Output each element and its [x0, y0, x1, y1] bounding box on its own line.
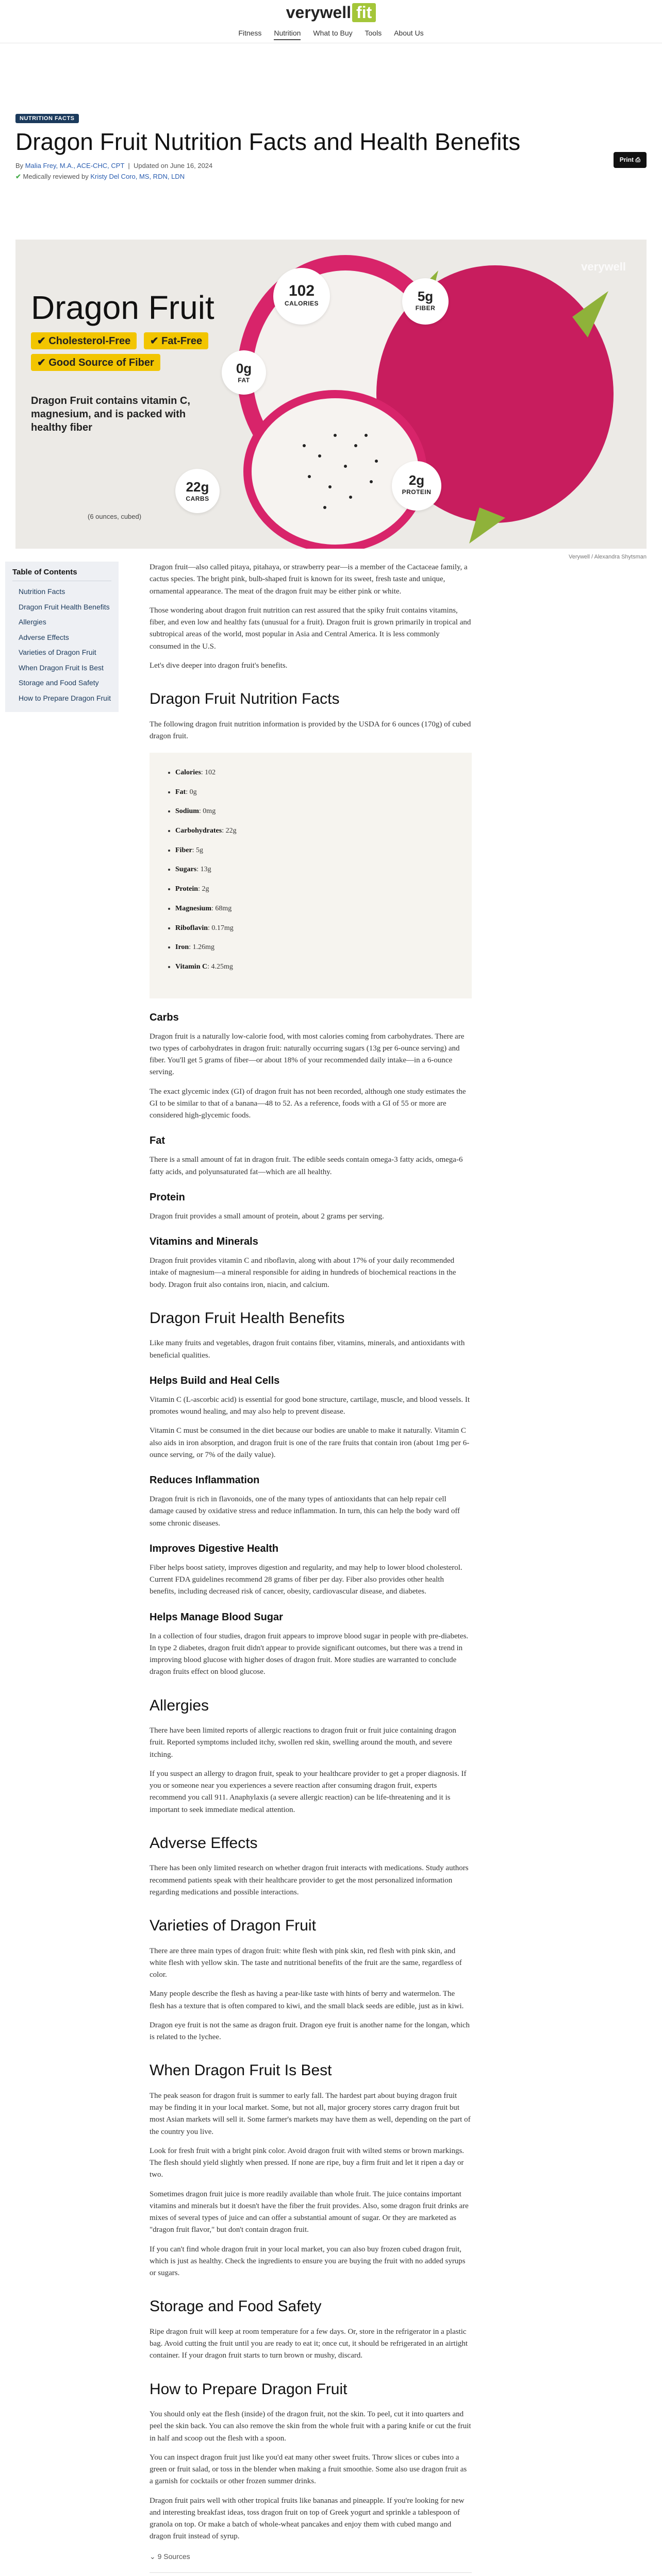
image-credit: Verywell / Alexandra Shytsman [568, 554, 647, 560]
fact-value: : 2g [198, 885, 209, 893]
pill-row-1 [31, 332, 212, 349]
fact-value: : 4.25mg [207, 962, 233, 971]
paragraph: Many people describe the flesh as having a pear-like taste with hints of berry and watermelon. The flesh has a texture that is often compared to kiwi, and the small black seeds are edible, just as in kiwi. [150, 1990, 464, 2010]
subheading-cells: Helps Build and Heal Cells [150, 1375, 280, 1386]
fact-label: Carbohydrates [175, 827, 222, 835]
nav-what-to-buy[interactable]: What to Buy [313, 29, 353, 37]
fact-label: Vitamin C [175, 962, 208, 971]
stat-value: 2g [408, 472, 425, 488]
fact-value: : 13g [196, 866, 211, 874]
paragraph: There has been only limited research on whether dragon fruit interacts with medications. Study authors recommend patients speak with their healthcare provider to get the most personalized information regarding medications and possible interactions. [150, 1864, 469, 1896]
fact-label: Sodium [175, 807, 199, 816]
toc-item-prepare[interactable]: How to Prepare Dragon Fruit [19, 693, 111, 702]
nav-about-us[interactable]: About Us [394, 29, 424, 37]
nav-nutrition[interactable]: Nutrition [274, 29, 301, 40]
nutrition-facts-box [150, 753, 472, 998]
stat-label: CARBS [186, 495, 209, 502]
subheading-digestive: Improves Digestive Health [150, 1543, 279, 1554]
paragraph: There have been limited reports of allergic reactions to dragon fruit or fruit juice containing dragon fruit. Reported symptoms included itchy, swollen red skin, swelling around the mouth, and severe itching. [150, 1726, 456, 1759]
fact-value: : 22g [222, 827, 237, 835]
paragraph: If you suspect an allergy to dragon fruit, speak to your healthcare provider to get a proper diagnosis. If you or someone near you experiences a severe reaction after consuming dragon fruit, experts recommend you call 911. Anaphylaxis (a severe allergic reaction) can be life-threatening and it is important to seek immediate medical attention. [150, 1769, 467, 1814]
paragraph: Vitamin C must be consumed in the diet because our bodies are unable to make it naturally. Vitamin C also aids in iron absorption, and dragon fruit is one of the rare fruits that contain iron (about 1mg per 6-ounce serving, or 7% of the daily value). [150, 1427, 470, 1459]
main-nav [0, 29, 662, 40]
nav-fitness[interactable]: Fitness [238, 29, 262, 37]
subheading-inflammation: Reduces Inflammation [150, 1475, 260, 1486]
fact-item [175, 787, 459, 798]
table-of-contents [5, 562, 119, 712]
pill-label: Fat-Free [161, 335, 203, 347]
toc-heading: Table of Contents [12, 568, 111, 581]
fact-item [175, 845, 459, 856]
paragraph: You should only eat the flesh (inside) of the dragon fruit, not the skin. To peel, cut it into quarters and peel the skin back. You can also remove the skin from the whole fruit with a paring knife or cut the fruit in half and scoop out the flesh with a spoon. [150, 2410, 471, 2443]
category-badge[interactable]: NUTRITION FACTS [15, 114, 79, 123]
page-title: Dragon Fruit Nutrition Facts and Health Benefits [15, 128, 521, 155]
section-heading-allergies: Allergies [150, 1697, 209, 1714]
sources-label: 9 Sources [157, 2552, 190, 2561]
section-heading-storage: Storage and Food Safety [150, 2298, 322, 2315]
fact-label: Calories [175, 769, 201, 776]
reviewer-link[interactable]: Kristy Del Coro, MS, RDN, LDN [90, 172, 185, 180]
fact-item [175, 806, 459, 817]
paragraph: Dragon eye fruit is not the same as dragon fruit. Dragon eye fruit is another name for the longan, which is related to the lychee. [150, 2021, 470, 2042]
section-heading-prepare: How to Prepare Dragon Fruit [150, 2380, 347, 2398]
author-link[interactable]: Malia Frey, M.A., ACE-CHC, CPT [25, 161, 125, 170]
paragraph: Fiber helps boost satiety, improves digestion and regularity, and may help to lower blood cholesterol. Current FDA guidelines recommend 28 grams of fiber per day. Fiber also provides other health benefits, including decreased risk of cancer, obesity, cardiovascular disease, and diabetes. [150, 1563, 462, 1596]
fact-item [175, 903, 459, 914]
paragraph: Dragon fruit provides a small amount of protein, about 2 grams per serving. [150, 1212, 384, 1221]
toc-item-nutrition-facts[interactable]: Nutrition Facts [19, 587, 65, 596]
fact-item [175, 825, 459, 837]
section-heading-health-benefits: Dragon Fruit Health Benefits [150, 1309, 345, 1327]
fact-value: : 68mg [211, 904, 232, 912]
stat-label: FAT [238, 377, 250, 384]
toc-item-storage[interactable]: Storage and Food Safety [19, 679, 99, 687]
paragraph: Dragon fruit pairs well with other tropical fruits like bananas and pineapple. If you're looking for new and interesting breakfast ideas, toss dragon fruit on top of Greek yogurt and sprinkle a tablespoon of granola on top. Or make a batch of whole-wheat pancakes and enjoy them with cubed mango and dragon fruit instead of syrup. [150, 2496, 465, 2541]
fact-value: : 0.17mg [208, 924, 234, 932]
fact-item [175, 923, 459, 934]
fat-free-pill: ✔ Fat-Free [144, 332, 208, 349]
paragraph: The exact glycemic index (GI) of dragon fruit has not been recorded, although one study estimates the GI to be similar to that of a banana—48 to 52. As a reference, foods with a GI of 55 or more are considered high-glycemic foods. [150, 1087, 466, 1120]
subheading-vitamins: Vitamins and Minerals [150, 1236, 258, 1248]
paragraph: Like many fruits and vegetables, dragon fruit contains fiber, vitamins, minerals, and antioxidants with beneficial qualities. [150, 1339, 465, 1360]
fact-item [175, 942, 459, 953]
paragraph: The peak season for dragon fruit is summer to early fall. The hardest part about buying dragon fruit may be finding it in your local market. Some, but not all, major grocery stores carry dragon fruit but most Asian markets will sell it. Some farmer's markets may have them as well, depending on the part of the country you live. [150, 2091, 471, 2136]
paragraph: Dragon fruit is a naturally low-calorie food, with most calories coming from carbohydrates. There are two types of carbohydrates in dragon fruit: naturally occurring sugars (13g per 6-ounce serving) and fiber. You'll get 5 grams of fiber—or about 18% of your recommended daily intake—in a 6-ounce serving. [150, 1032, 465, 1077]
hero-note: Dragon Fruit contains vitamin C, magnesium, and is packed with healthy fiber [31, 395, 190, 433]
logo-text: verywell [286, 3, 352, 22]
facts-intro: The following dragon fruit nutrition information is provided by the USDA for 6 ounces (170g) of cubed dragon fruit. [150, 720, 471, 740]
section-heading-varieties: Varieties of Dragon Fruit [150, 1917, 316, 1935]
intro-paragraph: Those wondering about dragon fruit nutrition can rest assured that the spiky fruit contains vitamins, fiber, and even low and healthy fats (unusual for a fruit). Dragon fruit is grown primarily in tropical and subtropical areas of the world, most popular in Asia and Central America. It is less commonly consumed in the U.S. [150, 606, 471, 651]
fact-item [175, 884, 459, 895]
article-body [150, 562, 472, 2576]
site-logo[interactable] [0, 3, 662, 22]
fact-label: Protein [175, 885, 198, 893]
toc-item-when-best[interactable]: When Dragon Fruit Is Best [19, 663, 104, 672]
fact-value: : 0mg [198, 807, 216, 816]
print-button[interactable] [614, 152, 647, 168]
logo-accent: fit [352, 3, 376, 22]
reviewed-prefix: Medically reviewed by [23, 172, 89, 180]
fact-label: Sugars [175, 866, 197, 874]
paragraph: You can inspect dragon fruit just like you'd eat many other sweet fruits. Throw slices or cubes into a green or fruit salad, or toss in the blender when making a fruit smoothie. Some also use dragon fruit as a garnish for cocktails or other frozen summer drinks. [150, 2453, 467, 2486]
pill-label: Cholesterol-Free [48, 335, 131, 347]
byline: By Malia Frey, M.A., ACE-CHC, CPT | Updated on June 16, 2024 [15, 161, 213, 170]
paragraph: If you can't find whole dragon fruit in your local market, you can also buy frozen cubed dragon fruit, which is just as healthy. Check the ingredients to ensure you are buying the fruit with no added syrups or sugars. [150, 2245, 466, 2278]
stat-value: 22g [186, 479, 209, 495]
printer-icon: ⎙ [635, 156, 640, 163]
paragraph: Look for fresh fruit with a bright pink color. Avoid dragon fruit with wilted stems or brown markings. The flesh should yield slightly when pressed. If none are ripe, buy a firm fruit and let it ripen a day or two. [150, 2146, 465, 2179]
stat-value: 102 [288, 282, 315, 299]
check-icon: ✔ [15, 172, 21, 180]
fact-value: : 1.26mg [189, 943, 214, 952]
updated-date: Updated on June 16, 2024 [134, 161, 213, 170]
fact-label: Riboflavin [175, 924, 208, 932]
subheading-carbs: Carbs [150, 1011, 179, 1023]
stat-value: 0g [236, 361, 252, 376]
fact-value: : 5g [192, 846, 204, 854]
paragraph: Vitamin C (L-ascorbic acid) is essential for good bone structure, cartilage, muscle, and blood vessels. It promotes wound healing, and may also help to prevent disease. [150, 1395, 470, 1416]
calories-stat [273, 268, 330, 325]
medical-review [15, 173, 647, 181]
hero-watermark: verywell [581, 260, 626, 273]
sources-toggle[interactable] [150, 2551, 472, 2563]
byline-prefix: By [15, 161, 24, 170]
print-label: Print [619, 156, 634, 163]
fact-item [175, 767, 459, 778]
stat-label: CALORIES [284, 300, 319, 307]
paragraph: There is a small amount of fat in dragon fruit. The edible seeds contain omega-3 fatty acids, omega-6 fatty acids, and polyunsaturated fat—which are all healthy. [150, 1156, 463, 1176]
fact-item [175, 961, 459, 973]
toc-item-health-benefits[interactable]: Dragon Fruit Health Benefits [19, 602, 110, 611]
paragraph: In a collection of four studies, dragon fruit appears to improve blood sugar in people with pre-diabetes. In type 2 diabetes, dragon fruit didn't appear to provide significant outcomes, but there was a trend in improving blood glucose with higher doses of dragon fruit. More studies are warranted to conclude dragon fruits effect on blood glucose. [150, 1632, 469, 1676]
fact-label: Magnesium [175, 904, 211, 912]
fat-stat [222, 350, 266, 395]
section-heading-adverse-effects: Adverse Effects [150, 1834, 258, 1852]
serving-size: (6 ounces, cubed) [88, 513, 142, 520]
stat-label: FIBER [415, 304, 436, 312]
cholesterol-free-pill: ✔ Cholesterol-Free [31, 332, 137, 349]
fact-label: Fat [175, 788, 186, 796]
subheading-blood-sugar: Helps Manage Blood Sugar [150, 1611, 283, 1623]
subheading-protein: Protein [150, 1191, 185, 1203]
stat-label: PROTEIN [402, 488, 432, 496]
intro-paragraph: Let's dive deeper into dragon fruit's benefits. [150, 661, 288, 670]
fact-value: : 102 [201, 769, 216, 776]
intro-paragraph: Dragon fruit—also called pitaya, pitahaya, or strawberry pear—is a member of the Cactaceae family, a cactus species. The bright pink, bulb-shaped fruit is known for its sweet, fresh taste and unique, ornamental appearance. The meat of the dragon fruit may be either pink or white. [150, 563, 468, 596]
toc-item-adverse-effects[interactable]: Adverse Effects [19, 633, 69, 641]
pill-row-2 [31, 354, 164, 371]
paragraph: Sometimes dragon fruit juice is more readily available than whole fruit. The juice contains important vitamins and minerals but it doesn't have the fiber the fruit provides. Also, some dragon fruit drinks are mixes of several types of juice and can offer a substantial amount of sugar. Or they are marketed as "dragon fruit flavor," but don't contain dragon fruit. [150, 2190, 469, 2234]
hero-image [15, 240, 647, 549]
fiber-stat [402, 278, 449, 325]
toc-item-allergies[interactable]: Allergies [19, 618, 46, 626]
paragraph: Dragon fruit is rich in flavonoids, one of the many types of antioxidants that can help repair cell damage caused by oxidative stress and reduce inflammation. In turn, this can help the body ward off some chronic diseases. [150, 1495, 460, 1528]
article-page [15, 113, 647, 560]
nav-tools[interactable]: Tools [365, 29, 382, 37]
fact-label: Fiber [175, 846, 192, 854]
stat-value: 5g [417, 289, 434, 304]
paragraph: Dragon fruit provides vitamin C and riboflavin, along with about 17% of your daily recommended intake of magnesium—a mineral responsible for aiding in hundreds of biochemical reactions in the body. Dragon fruit also contains iron, niacin, and calcium. [150, 1257, 456, 1289]
paragraph: There are three main types of dragon fruit: white flesh with pink skin, red flesh with pink skin, and white flesh with yellow skin. The taste and nutritional benefits of the fruit are the same, regardless of color. [150, 1946, 462, 1979]
chevron-down-icon: ⌄ [150, 2552, 156, 2561]
carbs-stat [175, 469, 220, 513]
fiber-pill: ✔ Good Source of Fiber [31, 354, 160, 371]
paragraph: Ripe dragon fruit will keep at room temperature for a few days. Or, store in the refrigerator in a plastic bag. Avoid cutting the fruit until you are ready to eat it; once cut, it should be refrigerated in an airtight container. If your dragon fruit starts to turn brown or mushy, discard. [150, 2327, 468, 2360]
fact-value: : 0g [186, 788, 197, 796]
protein-stat [392, 461, 441, 511]
toc-item-varieties[interactable]: Varieties of Dragon Fruit [19, 648, 96, 656]
section-heading-when-best: When Dragon Fruit Is Best [150, 2062, 332, 2079]
subheading-fat: Fat [150, 1135, 165, 1147]
author-card [150, 2572, 472, 2576]
fact-item [175, 864, 459, 875]
hero-title: Dragon Fruit [31, 289, 214, 326]
section-heading-nutrition-facts: Dragon Fruit Nutrition Facts [150, 690, 340, 707]
pill-label: Good Source of Fiber [48, 357, 154, 368]
fact-label: Iron [175, 943, 189, 952]
site-header [0, 0, 662, 43]
